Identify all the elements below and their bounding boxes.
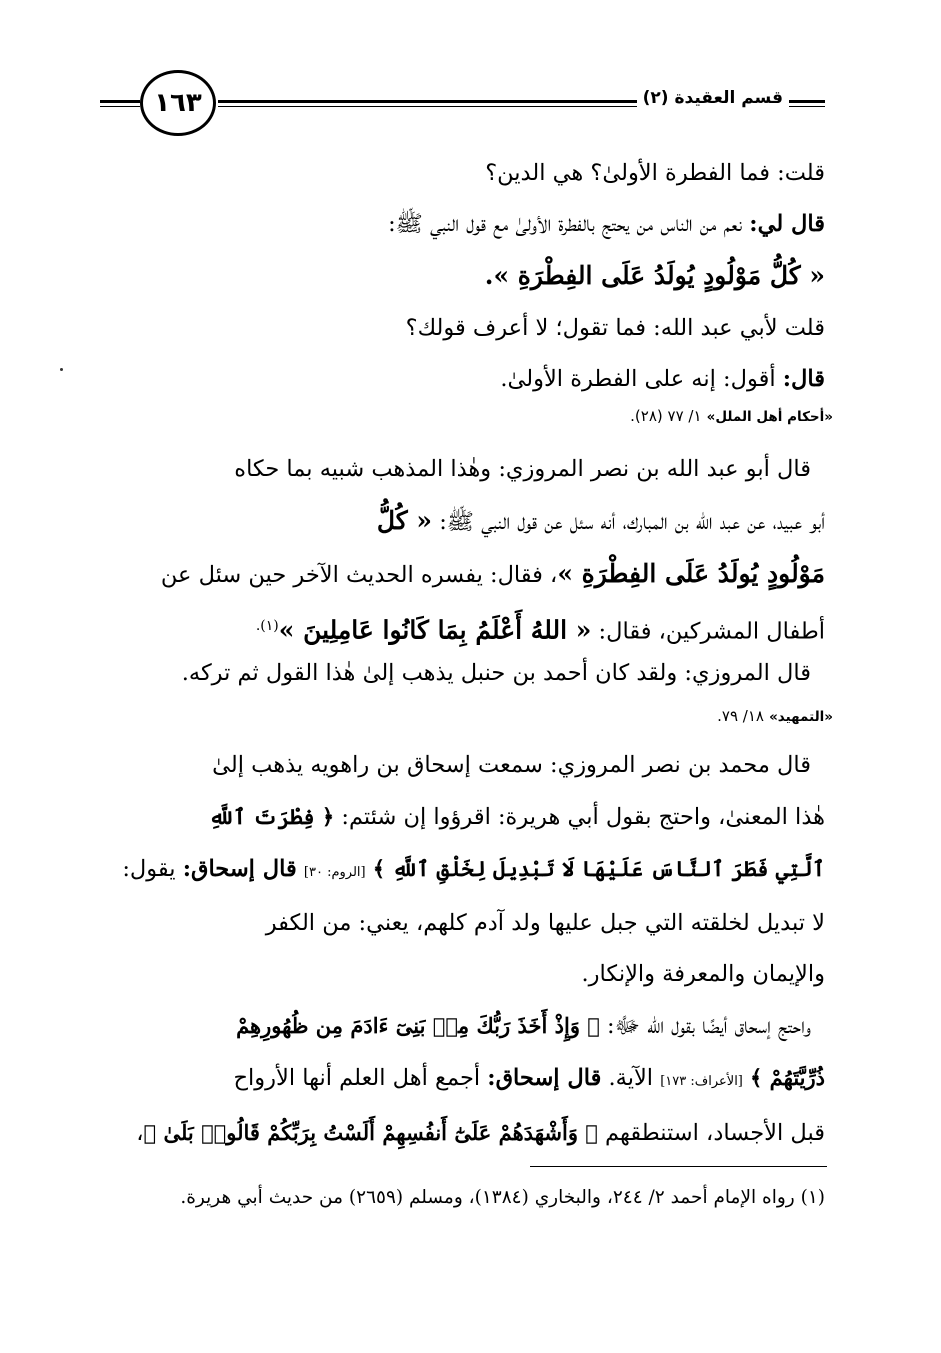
footnote-marker: (١). xyxy=(255,618,279,634)
text-span: أطفال المشركين، فقال: xyxy=(598,618,825,645)
text-span: أبو عبيد، عن عبد الله بن المبارك، أنه سئل عن قول النبي ﷺ: xyxy=(439,509,825,535)
hadith-text: « كُلُّ مَوْلُودٍ يُولَدُ عَلَى الفِطْرَةِ ». xyxy=(484,261,825,290)
speaker-label: قال: xyxy=(782,366,825,392)
dialogue-block xyxy=(388,148,825,405)
hadith-text: « اللهُ أَعْلَمُ بِمَا كَانُوا عَامِلِينَ » xyxy=(278,615,592,645)
text-line xyxy=(136,1000,825,1052)
dialogue-answer-2 xyxy=(388,354,825,405)
dialogue-answer-1 xyxy=(388,199,825,250)
hadith-text: « كُلُّ xyxy=(376,506,433,535)
text-span: ، فقال: يفسره الحديث الآخر حين سئل عن xyxy=(160,562,558,588)
page-header xyxy=(100,70,825,140)
answer-text: أقول: إنه على الفطرة الأولىٰ. xyxy=(500,366,776,392)
footnote-text: رواه الإمام أحمد ٢/ ٢٤٤، والبخاري (١٣٨٤)، ومسلم (٢٦٥٩) من حديث أبي هريرة. xyxy=(180,1187,795,1208)
text-span: ، xyxy=(136,1120,144,1146)
quran-text: ٱلَّتِي فَطَرَ ٱلنَّاسَ عَلَيْهَا لَا تَبْدِيلَ لِخَلْقِ ٱللَّهِ ﴾ xyxy=(372,856,825,881)
dialogue-question-1: قلت: فما الفطرة الأولىٰ؟ هي الدين؟ xyxy=(485,160,825,186)
text-span: واحتج إسحاق أيضًا بقول الله ﷻ: xyxy=(607,1013,811,1039)
text-span: يقول: xyxy=(122,856,176,882)
source-title: «أحكام أهل الملل» xyxy=(706,409,833,425)
paragraph-4 xyxy=(136,1000,825,1159)
source-citation xyxy=(630,406,833,425)
speaker-label: قال إسحاق: xyxy=(487,1065,602,1091)
answer-text: نعم من الناس من يحتج بالفطرة الأولىٰ مع قول النبي ﷺ: xyxy=(388,211,743,237)
text-line: والإيمان والمعرفة والإنكار. xyxy=(581,961,825,987)
page-number-badge: ١٦٣ xyxy=(140,70,216,136)
paragraph-3 xyxy=(122,740,825,1000)
quran-text: ذُرِّيَّتَهُمْ ﴾ xyxy=(750,1065,825,1090)
quran-text: ﴿ وَإِذْ أَخَذَ رَبُّكَ مِنۢ بَنِىٓ ءَادَمَ مِن ظُهُورِهِمْ xyxy=(236,1013,600,1038)
text-span: أجمع أهل العلم أنها الأرواح xyxy=(233,1065,481,1091)
text-line xyxy=(122,791,825,843)
surah-ref: [الأعراف: ١٧٣] xyxy=(660,1074,743,1089)
text-line: قال المروزي: ولقد كان أحمد بن حنبل يذهب إلىٰ هٰذا القول ثم تركه. xyxy=(181,660,811,686)
source-ref: ١/ ٧٧ (٢٨). xyxy=(630,407,702,425)
footnote xyxy=(105,1180,825,1215)
text-span: هٰذا المعنىٰ، واحتج بقول أبي هريرة: اقرؤوا إن شئتم: xyxy=(341,804,825,830)
text-line xyxy=(122,843,825,898)
hadith-quote xyxy=(388,250,825,303)
text-line xyxy=(161,495,825,548)
text-span: الآية. xyxy=(608,1065,654,1091)
speaker-label: قال إسحاق: xyxy=(182,856,297,882)
source-ref: ١٨/ ٧٩. xyxy=(717,707,764,725)
source-citation xyxy=(717,706,833,725)
text-span: قبل الأجساد، استنطقهم xyxy=(605,1120,825,1146)
footnote-separator xyxy=(530,1166,827,1167)
text-line: قال محمد بن نصر المروزي: سمعت إسحاق بن راهويه يذهب إلىٰ xyxy=(212,752,811,778)
header-rule-left xyxy=(100,100,140,107)
quran-text: ﴿ فِطْرَتَ ٱللَّهِ xyxy=(208,804,335,829)
header-rule-right xyxy=(788,100,825,107)
paragraph-2 xyxy=(182,648,825,699)
text-line: قال أبو عبد الله بن نصر المروزي: وهٰذا المذهب شبيه بما حكاه xyxy=(234,456,811,482)
footnote-number: (١) xyxy=(800,1187,825,1208)
quran-text: ﴿ وَأَشْهَدَهُمْ عَلَىٰٓ أَنفُسِهِمْ أَلَسْتُ بِرَبِّكُمْ قَالُوا۟ بَلَىٰ ﴾ xyxy=(143,1120,598,1145)
scan-speck xyxy=(60,368,63,371)
text-line xyxy=(136,1107,825,1159)
paragraph-1 xyxy=(161,444,825,658)
text-line: لا تبديل لخلقته التي جبل عليها ولد آدم كلهم، يعني: من الكفر xyxy=(265,910,825,936)
surah-ref: [الروم: ٣٠] xyxy=(303,865,366,880)
text-line xyxy=(161,548,825,601)
text-line xyxy=(136,1052,825,1107)
speaker-label: قال لي: xyxy=(749,211,825,237)
dialogue-question-2: قلت لأبي عبد الله: فما تقول؛ لا أعرف قولك؟ xyxy=(405,315,825,341)
running-title: قسم العقيدة (٢) xyxy=(637,88,789,108)
hadith-text: مَوْلُودٍ يُولَدُ عَلَى الفِطْرَةِ » xyxy=(557,559,825,588)
source-title: «التمهيد» xyxy=(769,709,833,725)
